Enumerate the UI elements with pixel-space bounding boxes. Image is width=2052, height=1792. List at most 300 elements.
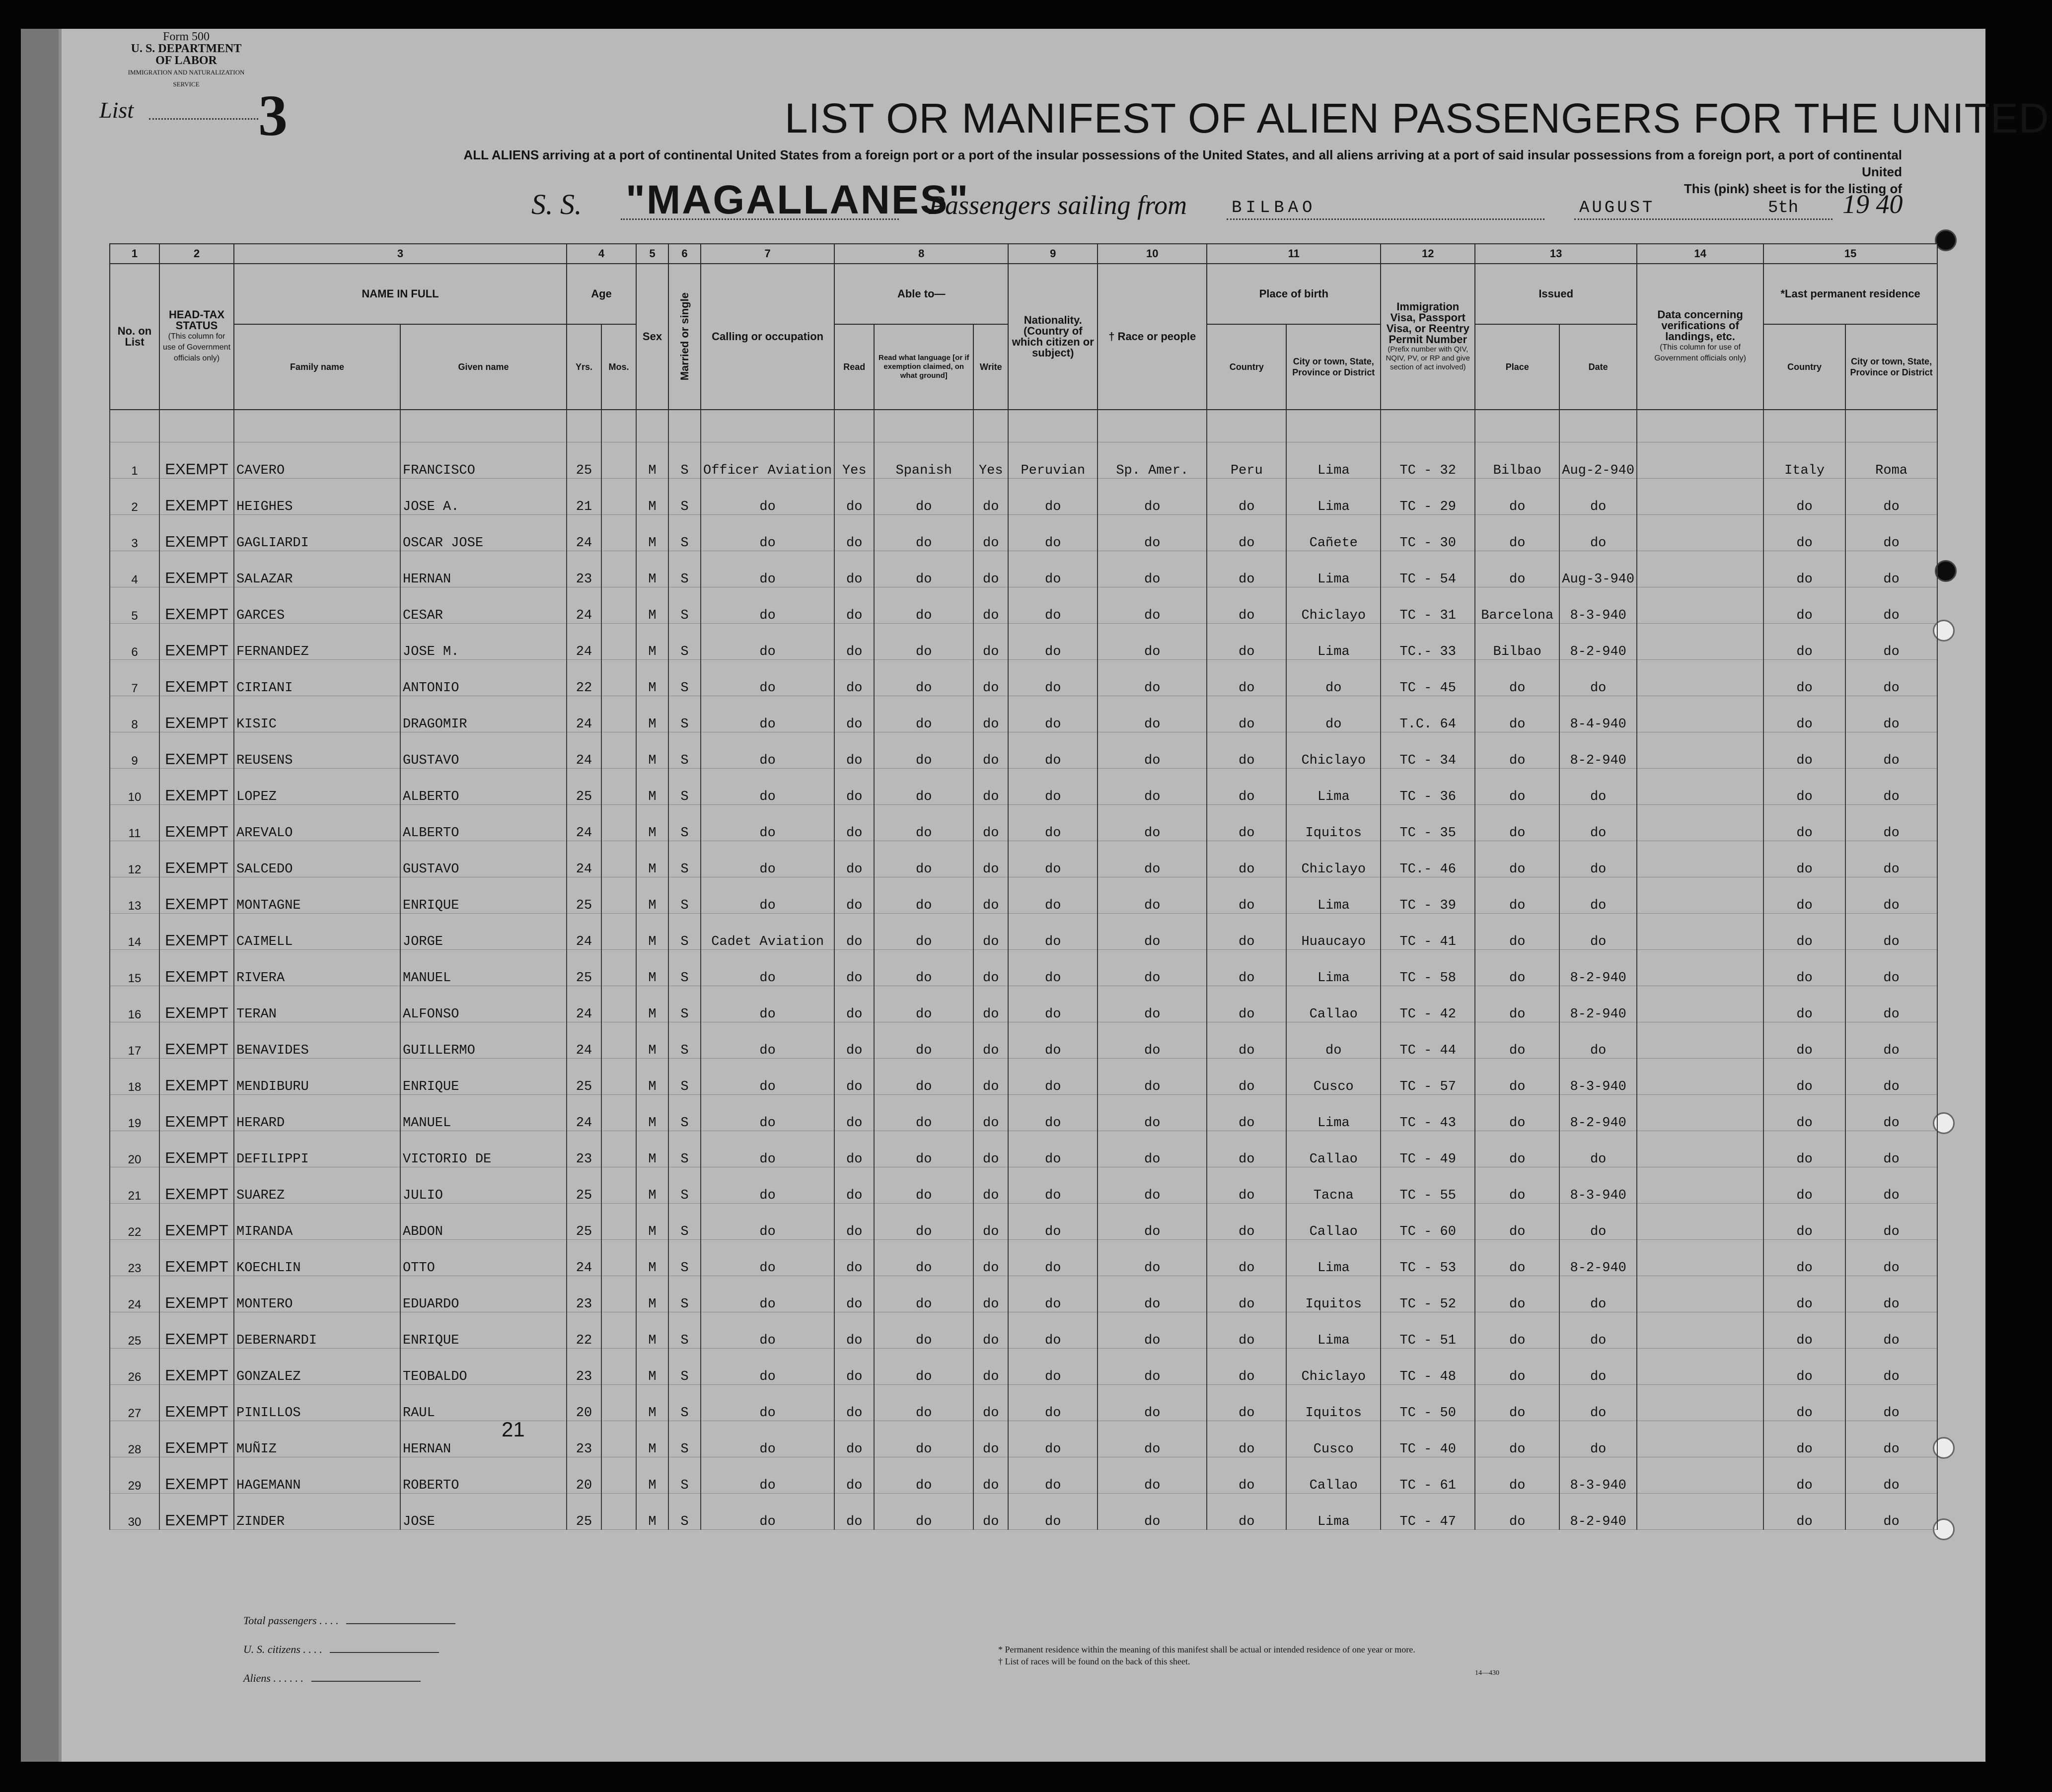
marital-status: S [668, 660, 701, 696]
family-name: GAGLIARDI [234, 515, 400, 551]
issued-date: 8-2-940 [1559, 624, 1637, 660]
can-write: Yes [973, 442, 1008, 479]
residence-country: do [1763, 1022, 1845, 1059]
age-years: 24 [567, 986, 601, 1022]
issued-date: 8-3-940 [1559, 1059, 1637, 1095]
head-tax-status: EXEMPT [159, 1457, 234, 1494]
row-number: 30 [110, 1494, 159, 1530]
row-number: 27 [110, 1385, 159, 1421]
can-write: do [973, 696, 1008, 732]
form-code: 14—430 [1475, 1669, 1499, 1677]
sex: M [636, 1421, 668, 1457]
can-read: do [834, 696, 874, 732]
can-write: do [973, 660, 1008, 696]
sex: M [636, 732, 668, 769]
visa-number: TC - 34 [1381, 732, 1475, 769]
passenger-row [110, 1385, 1937, 1421]
can-read: do [834, 1022, 874, 1059]
row-number: 4 [110, 551, 159, 587]
verification-data [1637, 732, 1763, 769]
race: do [1098, 805, 1207, 841]
residence-country: do [1763, 1494, 1845, 1530]
given-name: ALFONSO [400, 986, 567, 1022]
birth-country: do [1207, 950, 1286, 986]
sex: M [636, 769, 668, 805]
verification-data [1637, 769, 1763, 805]
birth-country: do [1207, 1349, 1286, 1385]
residence-city: do [1845, 515, 1937, 551]
col-number: 2 [159, 244, 234, 264]
residence-country: do [1763, 732, 1845, 769]
residence-city: do [1845, 1167, 1937, 1204]
can-write: do [973, 587, 1008, 624]
total-passengers-line [346, 1623, 455, 1624]
passenger-row [110, 696, 1937, 732]
birth-country: do [1207, 587, 1286, 624]
calling: do [701, 515, 834, 551]
verification-data [1637, 805, 1763, 841]
residence-country: do [1763, 986, 1845, 1022]
footnote-permanent-residence: * Permanent residence within the meaning of this manifest shall be actual or intended residence of one year or more. [998, 1645, 1415, 1654]
family-name: DEBERNARDI [234, 1312, 400, 1349]
passenger-row [110, 587, 1937, 624]
issued-place: do [1475, 1095, 1559, 1131]
nationality: do [1008, 1022, 1098, 1059]
given-name: ROBERTO [400, 1457, 567, 1494]
residence-city: do [1845, 624, 1937, 660]
marital-status: S [668, 805, 701, 841]
can-read: do [834, 732, 874, 769]
calling: do [701, 479, 834, 515]
passenger-row [110, 877, 1937, 914]
visa-number: TC - 55 [1381, 1167, 1475, 1204]
age-years: 25 [567, 877, 601, 914]
birth-city: Cañete [1286, 515, 1381, 551]
race: do [1098, 624, 1207, 660]
nationality: do [1008, 950, 1098, 986]
birth-country: do [1207, 914, 1286, 950]
issued-place: do [1475, 479, 1559, 515]
verification-data [1637, 624, 1763, 660]
header-family-name: Family name [234, 324, 400, 410]
given-name: JOSE A. [400, 479, 567, 515]
given-name: ABDON [400, 1204, 567, 1240]
can-read: do [834, 1240, 874, 1276]
department-name: U. S. DEPARTMENT OF LABOR [131, 42, 242, 67]
row-number: 1 [110, 442, 159, 479]
can-read: do [834, 1095, 874, 1131]
birth-country: do [1207, 732, 1286, 769]
family-name: REUSENS [234, 732, 400, 769]
residence-city: do [1845, 805, 1937, 841]
marital-status: S [668, 732, 701, 769]
age-months [601, 1131, 636, 1167]
footnote-races: † List of races will be found on the back of this sheet. [998, 1656, 1190, 1666]
issued-date: do [1559, 914, 1637, 950]
calling: do [701, 587, 834, 624]
row-number: 12 [110, 841, 159, 877]
can-write: do [973, 986, 1008, 1022]
calling: Cadet Aviation [701, 914, 834, 950]
calling: do [701, 1457, 834, 1494]
issued-date: 8-2-940 [1559, 1095, 1637, 1131]
age-months [601, 1167, 636, 1204]
header-issued-place: Place [1475, 324, 1559, 410]
date-dotline [1574, 218, 1832, 220]
verification-data [1637, 1457, 1763, 1494]
marital-status: S [668, 442, 701, 479]
age-months [601, 1421, 636, 1457]
verification-data [1637, 1494, 1763, 1530]
residence-city: do [1845, 732, 1937, 769]
age-months [601, 1240, 636, 1276]
passenger-row [110, 1240, 1937, 1276]
calling: do [701, 1131, 834, 1167]
age-years: 22 [567, 1312, 601, 1349]
birth-city: Chiclayo [1286, 841, 1381, 877]
visa-number: TC - 61 [1381, 1457, 1475, 1494]
race: do [1098, 587, 1207, 624]
birth-country: do [1207, 1240, 1286, 1276]
given-name: HERNAN [400, 551, 567, 587]
age-years: 23 [567, 1349, 601, 1385]
read-language: do [874, 1240, 973, 1276]
calling: do [701, 1421, 834, 1457]
issued-place: do [1475, 769, 1559, 805]
ship-prefix: S. S. [531, 188, 582, 220]
sex: M [636, 1349, 668, 1385]
head-tax-note: (This column for use of Government officials only) [162, 332, 231, 362]
visa-number: TC - 45 [1381, 660, 1475, 696]
verification-data [1637, 914, 1763, 950]
calling: do [701, 1385, 834, 1421]
spacer-row [110, 410, 1937, 442]
read-language: do [874, 877, 973, 914]
can-read: do [834, 1276, 874, 1312]
issued-date: do [1559, 1131, 1637, 1167]
head-tax-status: EXEMPT [159, 805, 234, 841]
issued-place: Bilbao [1475, 442, 1559, 479]
can-read: do [834, 660, 874, 696]
row-number: 20 [110, 1131, 159, 1167]
read-language: do [874, 1059, 973, 1095]
issued-date: 8-4-940 [1559, 696, 1637, 732]
age-years: 23 [567, 1131, 601, 1167]
aliens-line [311, 1681, 421, 1682]
issued-date: 8-2-940 [1559, 986, 1637, 1022]
family-name: DEFILIPPI [234, 1131, 400, 1167]
passenger-row [110, 479, 1937, 515]
issued-place: do [1475, 1204, 1559, 1240]
sex: M [636, 515, 668, 551]
race: do [1098, 1457, 1207, 1494]
race: do [1098, 1095, 1207, 1131]
birth-city: Lima [1286, 442, 1381, 479]
residence-country: do [1763, 1131, 1845, 1167]
age-years: 20 [567, 1457, 601, 1494]
age-years: 24 [567, 1022, 601, 1059]
age-months [601, 624, 636, 660]
can-read: do [834, 1421, 874, 1457]
read-language: do [874, 587, 973, 624]
sex: M [636, 696, 668, 732]
nationality: do [1008, 1494, 1098, 1530]
race: do [1098, 841, 1207, 877]
row-number: 5 [110, 587, 159, 624]
aliens-row: Aliens . . . . . . [243, 1664, 455, 1693]
can-write: do [973, 732, 1008, 769]
read-language: do [874, 515, 973, 551]
birth-country: do [1207, 1494, 1286, 1530]
residence-country: do [1763, 587, 1845, 624]
residence-city: do [1845, 1312, 1937, 1349]
birth-city: do [1286, 696, 1381, 732]
issued-place: do [1475, 1240, 1559, 1276]
given-name: ENRIQUE [400, 877, 567, 914]
marital-status: S [668, 1494, 701, 1530]
issued-date: do [1559, 877, 1637, 914]
col-number: 11 [1207, 244, 1381, 264]
age-years: 24 [567, 587, 601, 624]
visa-number: TC - 32 [1381, 442, 1475, 479]
marital-status: S [668, 479, 701, 515]
marital-status: S [668, 515, 701, 551]
issued-place: do [1475, 1131, 1559, 1167]
read-language: do [874, 1131, 973, 1167]
visa-number: TC - 42 [1381, 986, 1475, 1022]
passenger-row [110, 1022, 1937, 1059]
age-months [601, 442, 636, 479]
head-tax-status: EXEMPT [159, 551, 234, 587]
issued-place: do [1475, 1349, 1559, 1385]
family-name: CIRIANI [234, 660, 400, 696]
given-name: MANUEL [400, 1095, 567, 1131]
residence-country: do [1763, 914, 1845, 950]
verification-data [1637, 442, 1763, 479]
row-number: 29 [110, 1457, 159, 1494]
marital-status: S [668, 1385, 701, 1421]
read-language: do [874, 950, 973, 986]
can-write: do [973, 914, 1008, 950]
issued-place: do [1475, 950, 1559, 986]
birth-country: do [1207, 624, 1286, 660]
family-name: CAIMELL [234, 914, 400, 950]
issued-place: do [1475, 1059, 1559, 1095]
residence-country: do [1763, 479, 1845, 515]
marital-status: S [668, 877, 701, 914]
race: do [1098, 1276, 1207, 1312]
given-name: RAUL [400, 1385, 567, 1421]
verification-data [1637, 877, 1763, 914]
marital-status: S [668, 1240, 701, 1276]
issued-date: do [1559, 1022, 1637, 1059]
header-place-of-birth: Place of birth [1207, 264, 1381, 324]
family-name: GONZALEZ [234, 1349, 400, 1385]
residence-country: do [1763, 1167, 1845, 1204]
birth-country: do [1207, 877, 1286, 914]
marital-status: S [668, 841, 701, 877]
birth-city: Cusco [1286, 1421, 1381, 1457]
year-value: 19 40 [1842, 189, 1903, 219]
header-yrs: Yrs. [567, 324, 601, 410]
col-number: 12 [1381, 244, 1475, 264]
issued-date: do [1559, 1349, 1637, 1385]
birth-city: do [1286, 1022, 1381, 1059]
age-months [601, 660, 636, 696]
nationality: do [1008, 1204, 1098, 1240]
race: do [1098, 914, 1207, 950]
row-number: 23 [110, 1240, 159, 1276]
residence-city: do [1845, 986, 1937, 1022]
ship-dotline [621, 218, 899, 220]
birth-country: do [1207, 1276, 1286, 1312]
head-tax-status: EXEMPT [159, 732, 234, 769]
age-months [601, 696, 636, 732]
residence-city: do [1845, 914, 1937, 950]
birth-country: do [1207, 769, 1286, 805]
residence-country: do [1763, 1421, 1845, 1457]
birth-city: Tacna [1286, 1167, 1381, 1204]
calling: do [701, 1349, 834, 1385]
issued-date: 8-3-940 [1559, 1457, 1637, 1494]
passenger-row [110, 660, 1937, 696]
age-months [601, 1457, 636, 1494]
age-months [601, 877, 636, 914]
verification-data [1637, 515, 1763, 551]
age-years: 25 [567, 1494, 601, 1530]
nationality: do [1008, 1385, 1098, 1421]
calling: do [701, 1276, 834, 1312]
can-write: do [973, 769, 1008, 805]
issued-date: 8-2-940 [1559, 950, 1637, 986]
race: do [1098, 1059, 1207, 1095]
marital-status: S [668, 587, 701, 624]
residence-city: do [1845, 950, 1937, 986]
read-language: Spanish [874, 442, 973, 479]
sex: M [636, 841, 668, 877]
marital-status: S [668, 1349, 701, 1385]
header-issued: Issued [1475, 264, 1637, 324]
col-number: 4 [567, 244, 636, 264]
sex: M [636, 1059, 668, 1095]
nationality: do [1008, 515, 1098, 551]
birth-country: do [1207, 1022, 1286, 1059]
sex: M [636, 1240, 668, 1276]
page-shadow [21, 29, 61, 1762]
col-number: 9 [1008, 244, 1098, 264]
issued-place: do [1475, 1276, 1559, 1312]
marital-status: S [668, 696, 701, 732]
head-tax-status: EXEMPT [159, 914, 234, 950]
marital-status: S [668, 1167, 701, 1204]
head-tax-status: EXEMPT [159, 1276, 234, 1312]
given-name: OSCAR JOSE [400, 515, 567, 551]
service-name: IMMIGRATION AND NATURALIZATION SERVICE [128, 69, 245, 88]
verification-data [1637, 1349, 1763, 1385]
can-write: do [973, 515, 1008, 551]
calling: do [701, 841, 834, 877]
issued-place: do [1475, 1385, 1559, 1421]
passenger-row [110, 1131, 1937, 1167]
header-head-tax [159, 264, 234, 410]
visa-number: TC - 54 [1381, 551, 1475, 587]
sex: M [636, 624, 668, 660]
verification-data [1637, 841, 1763, 877]
nationality: do [1008, 660, 1098, 696]
row-number: 19 [110, 1095, 159, 1131]
marital-status: S [668, 1421, 701, 1457]
birth-city: Huaucayo [1286, 914, 1381, 950]
age-years: 25 [567, 1167, 601, 1204]
head-tax-status: EXEMPT [159, 660, 234, 696]
visa-number: TC - 50 [1381, 1385, 1475, 1421]
issued-date: do [1559, 1421, 1637, 1457]
birth-country: do [1207, 805, 1286, 841]
age-months [601, 986, 636, 1022]
visa-number: TC - 44 [1381, 1022, 1475, 1059]
passenger-row [110, 1276, 1937, 1312]
age-years: 20 [567, 1385, 601, 1421]
family-name: SALAZAR [234, 551, 400, 587]
birth-city: Chiclayo [1286, 1349, 1381, 1385]
birth-country: do [1207, 696, 1286, 732]
passenger-row [110, 1167, 1937, 1204]
family-name: AREVALO [234, 805, 400, 841]
list-dotline [149, 118, 258, 120]
residence-country: do [1763, 1095, 1845, 1131]
birth-city: Iquitos [1286, 1385, 1381, 1421]
residence-city: do [1845, 1059, 1937, 1095]
row-number: 18 [110, 1059, 159, 1095]
age-years: 21 [567, 479, 601, 515]
col-number: 5 [636, 244, 668, 264]
visa-number: TC - 57 [1381, 1059, 1475, 1095]
sex: M [636, 950, 668, 986]
family-name: ZINDER [234, 1494, 400, 1530]
read-language: do [874, 479, 973, 515]
issued-date: 8-3-940 [1559, 1167, 1637, 1204]
row-number: 26 [110, 1349, 159, 1385]
can-write: do [973, 877, 1008, 914]
race: do [1098, 1385, 1207, 1421]
given-name: JULIO [400, 1167, 567, 1204]
given-name: CESAR [400, 587, 567, 624]
port-dotline [1227, 218, 1544, 220]
married-label: Married or single [678, 292, 691, 381]
can-write: do [973, 805, 1008, 841]
residence-city: do [1845, 1385, 1937, 1421]
sex: M [636, 1204, 668, 1240]
row-number: 17 [110, 1022, 159, 1059]
verification-data [1637, 1131, 1763, 1167]
birth-city: Lima [1286, 624, 1381, 660]
manifest-table [109, 243, 1938, 1530]
passenger-row [110, 1457, 1937, 1494]
marital-status: S [668, 769, 701, 805]
visa-number: TC - 29 [1381, 479, 1475, 515]
row-number: 28 [110, 1421, 159, 1457]
nationality: do [1008, 1457, 1098, 1494]
issued-place: do [1475, 1022, 1559, 1059]
passenger-row [110, 442, 1937, 479]
can-write: do [973, 1022, 1008, 1059]
sex: M [636, 479, 668, 515]
read-language: do [874, 624, 973, 660]
sailing-from-label: Passengers sailing from [929, 190, 1187, 220]
nationality: do [1008, 1059, 1098, 1095]
form-number: Form 500 [162, 30, 210, 43]
can-read: do [834, 1457, 874, 1494]
